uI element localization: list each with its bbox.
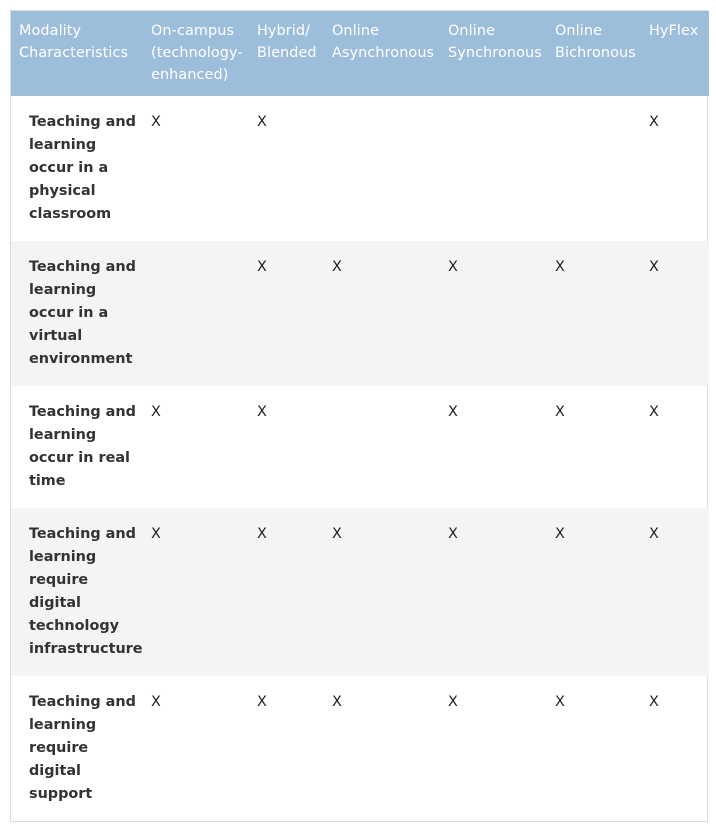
table-cell: X: [649, 259, 659, 275]
table-cell: [143, 241, 249, 386]
table-cell: X: [555, 526, 565, 542]
modality-table: [11, 11, 709, 821]
table-cell: [440, 96, 547, 241]
table-cell: X: [257, 259, 267, 275]
table-cell: X: [448, 259, 458, 275]
row-label: Teaching and learning require digital support: [29, 694, 136, 802]
header-hybrid-blended: Hybrid/ Blended: [257, 23, 317, 61]
table-body: [11, 96, 709, 821]
table-cell: X: [151, 404, 161, 420]
table-cell: X: [649, 694, 659, 710]
table-row: [11, 386, 709, 508]
table-cell: X: [555, 694, 565, 710]
table-cell: X: [555, 404, 565, 420]
table-cell: X: [332, 259, 342, 275]
table-cell: [324, 96, 440, 241]
header-row: [11, 11, 709, 96]
table-cell: X: [448, 694, 458, 710]
header-online-asynchronous: Online Asynchronous: [332, 23, 435, 61]
row-label: Teaching and learning occur in a physical classroom: [29, 114, 136, 222]
table-cell: X: [448, 526, 458, 542]
table-row: [11, 676, 709, 821]
header-modality-characteristics: Modality Characteristics: [19, 23, 129, 61]
modality-table-container: [10, 10, 708, 822]
table-row: [11, 508, 709, 676]
table-cell: X: [151, 526, 161, 542]
table-cell: X: [332, 694, 342, 710]
table-cell: X: [649, 526, 659, 542]
table-cell: X: [257, 114, 267, 130]
table-cell: X: [257, 526, 267, 542]
table-cell: X: [448, 404, 458, 420]
table-row: [11, 96, 709, 241]
table-cell: X: [151, 114, 161, 130]
row-label: Teaching and learning occur in a virtual environment: [29, 259, 136, 367]
table-header: [11, 11, 709, 96]
table-cell: X: [151, 694, 161, 710]
header-online-bichronous: Online Bichronous: [555, 23, 636, 61]
table-cell: X: [649, 404, 659, 420]
table-cell: [547, 96, 641, 241]
table-cell: [324, 386, 440, 508]
table-cell: X: [555, 259, 565, 275]
table-cell: X: [257, 694, 267, 710]
table-row: [11, 241, 709, 386]
table-cell: X: [332, 526, 342, 542]
table-cell: X: [257, 404, 267, 420]
row-label: Teaching and learning require digital technology infrastructure: [29, 526, 143, 657]
header-on-campus: On-campus (technology-enhanced): [151, 23, 243, 83]
header-online-synchronous: Online Synchronous: [448, 23, 542, 61]
table-cell: X: [649, 114, 659, 130]
row-label: Teaching and learning occur in real time: [29, 404, 136, 489]
header-hyflex: HyFlex: [649, 23, 699, 39]
